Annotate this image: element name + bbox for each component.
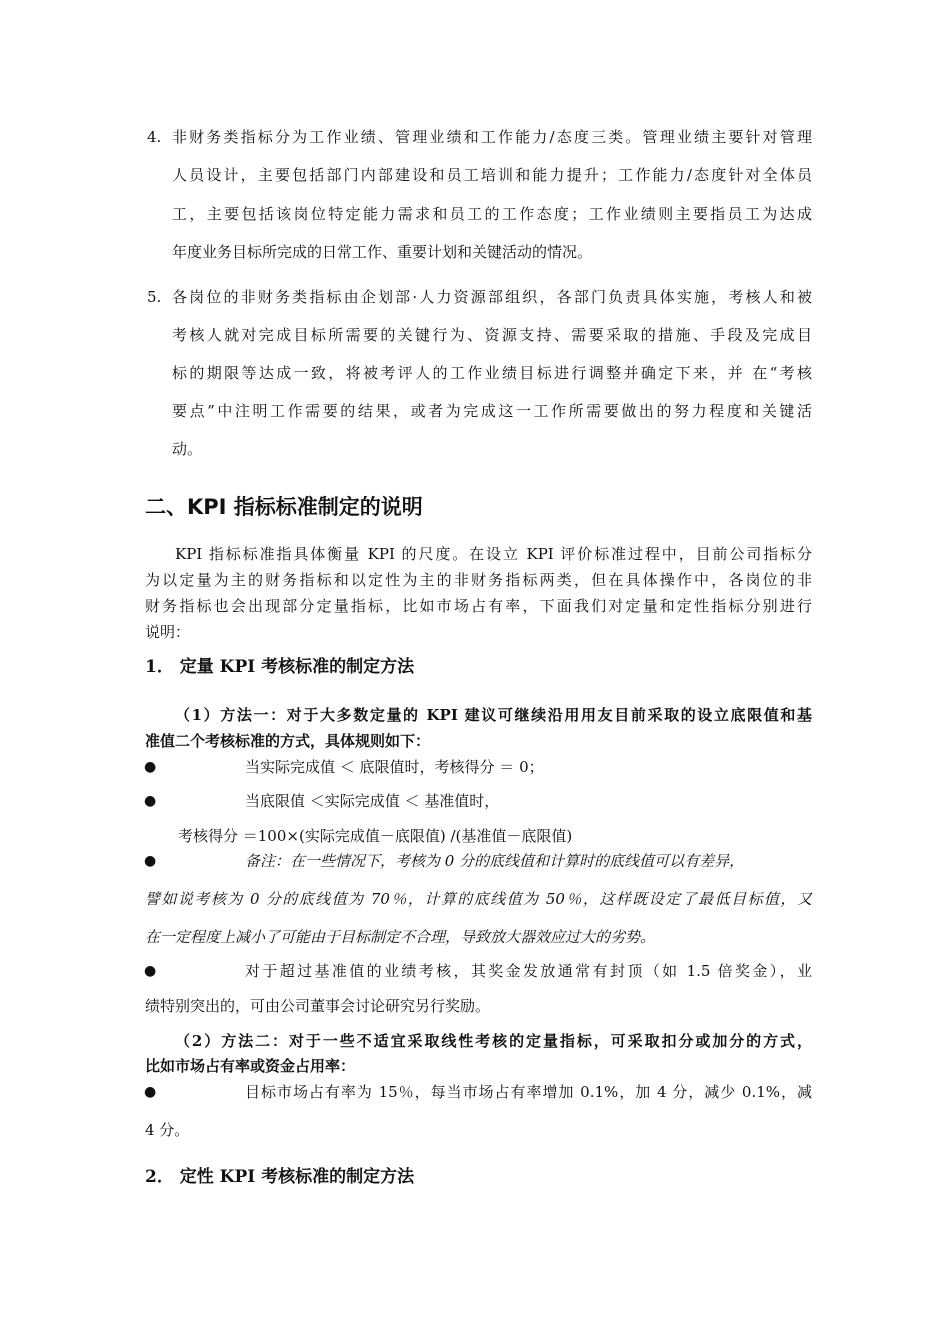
- formula: 考核得分 ＝100×(实际完成值－底限值) /(基准值－底限值): [178, 827, 573, 845]
- bullet-icon: ●: [144, 1084, 157, 1100]
- item-5-line-4: 要点”中注明工作需要的结果，或者为完成这一工作所需要做出的努力程度和关键活: [172, 402, 812, 420]
- item-4-line-2: 人员设计，主要包括部门内部建设和员工培训和能力提升；工作能力/态度针对全体员: [172, 166, 812, 184]
- bullet-icon: ●: [144, 793, 157, 809]
- rule-4-line-2: 4 分。: [145, 1121, 190, 1139]
- intro-line-2: 为以定量为主的财务指标和以定性为主的非财务指标两类，但在具体操作中，各岗位的非: [145, 571, 812, 589]
- subheading-quantitative: 1． 定量 KPI 考核标准的制定方法: [145, 657, 415, 677]
- item-4-line-1: 非财务类指标分为工作业绩、管理业绩和工作能力/态度三类。管理业绩主要针对管理: [172, 128, 812, 146]
- item-5-line-3: 标的期限等达成一致，将被考评人的工作业绩目标进行调整并确定下来，并 在“考核: [172, 364, 812, 382]
- item-4-number: 4.: [147, 128, 162, 146]
- item-5-line-5: 动。: [172, 440, 203, 458]
- section-2-heading: 二、KPI 指标标准制定的说明: [145, 495, 423, 519]
- intro-line-4: 说明：: [145, 623, 191, 641]
- method-2-line-1: （2）方法二：对于一些不适宜采取线性考核的定量指标，可采取扣分或加分的方式，: [175, 1032, 812, 1050]
- rule-2: 当底限值 ＜实际完成值 ＜ 基准值时，: [245, 792, 500, 810]
- item-5-number: 5.: [147, 288, 162, 306]
- item-5-line-2: 考核人就对完成目标所需要的关键行为、资源支持、需要采取的措施、手段及完成目: [172, 326, 812, 344]
- bullet-icon: ●: [144, 759, 157, 775]
- rule-4-line-1: 目标市场占有率为 15％，每当市场占有率增加 0.1%，加 4 分，减少 0.1%，减: [245, 1083, 812, 1101]
- method-2-line-2: 比如市场占有率或资金占用率：: [145, 1057, 356, 1075]
- bullet-icon: ●: [144, 853, 157, 869]
- intro-line-1: KPI 指标标准指具体衡量 KPI 的尺度。在设立 KPI 评价标准过程中，目前公司指标分: [175, 545, 812, 563]
- note-line-1: 备注：在一些情况下，考核为 0 分的底线值和计算时的底线值可以有差异，: [245, 852, 745, 870]
- note-line-3: 在一定程度上减小了可能由于目标制定不合理，导致放大器效应过大的劣势。: [145, 928, 656, 946]
- method-1-line-2: 准值二个考核标准的方式，具体规则如下：: [145, 732, 431, 750]
- method-1-line-1: （1）方法一：对于大多数定量的 KPI 建议可继续沿用用友目前采取的设立底限值和基: [175, 706, 812, 724]
- rule-3-line-2: 绩特别突出的，可由公司董事会讨论研究另行奖励。: [145, 997, 491, 1015]
- note-line-2: 譬如说考核为 0 分的底线值为 70％，计算的底线值为 50％，这样既设定了最低目标值，又: [145, 890, 812, 908]
- rule-3-line-1: 对于超过基准值的业绩考核，其奖金发放通常有封顶（如 1.5 倍奖金），业: [245, 962, 812, 980]
- intro-line-3: 财务指标也会出现部分定量指标，比如市场占有率，下面我们对定量和定性指标分别进行: [145, 597, 812, 615]
- bullet-icon: ●: [144, 963, 157, 979]
- item-4-line-3: 工，主要包括该岗位特定能力需求和员工的工作态度；工作业绩则主要指员工为达成: [172, 205, 812, 223]
- subheading-qualitative: 2． 定性 KPI 考核标准的制定方法: [145, 1167, 415, 1187]
- rule-1: 当实际完成值 ＜ 底限值时，考核得分 ＝ 0；: [245, 758, 544, 776]
- item-4-line-4: 年度业务目标所完成的日常工作、重要计划和关键活动的情况。: [172, 243, 593, 261]
- item-5-line-1: 各岗位的非财务类指标由企划部·人力资源部组织，各部门负责具体实施，考核人和被: [172, 288, 812, 306]
